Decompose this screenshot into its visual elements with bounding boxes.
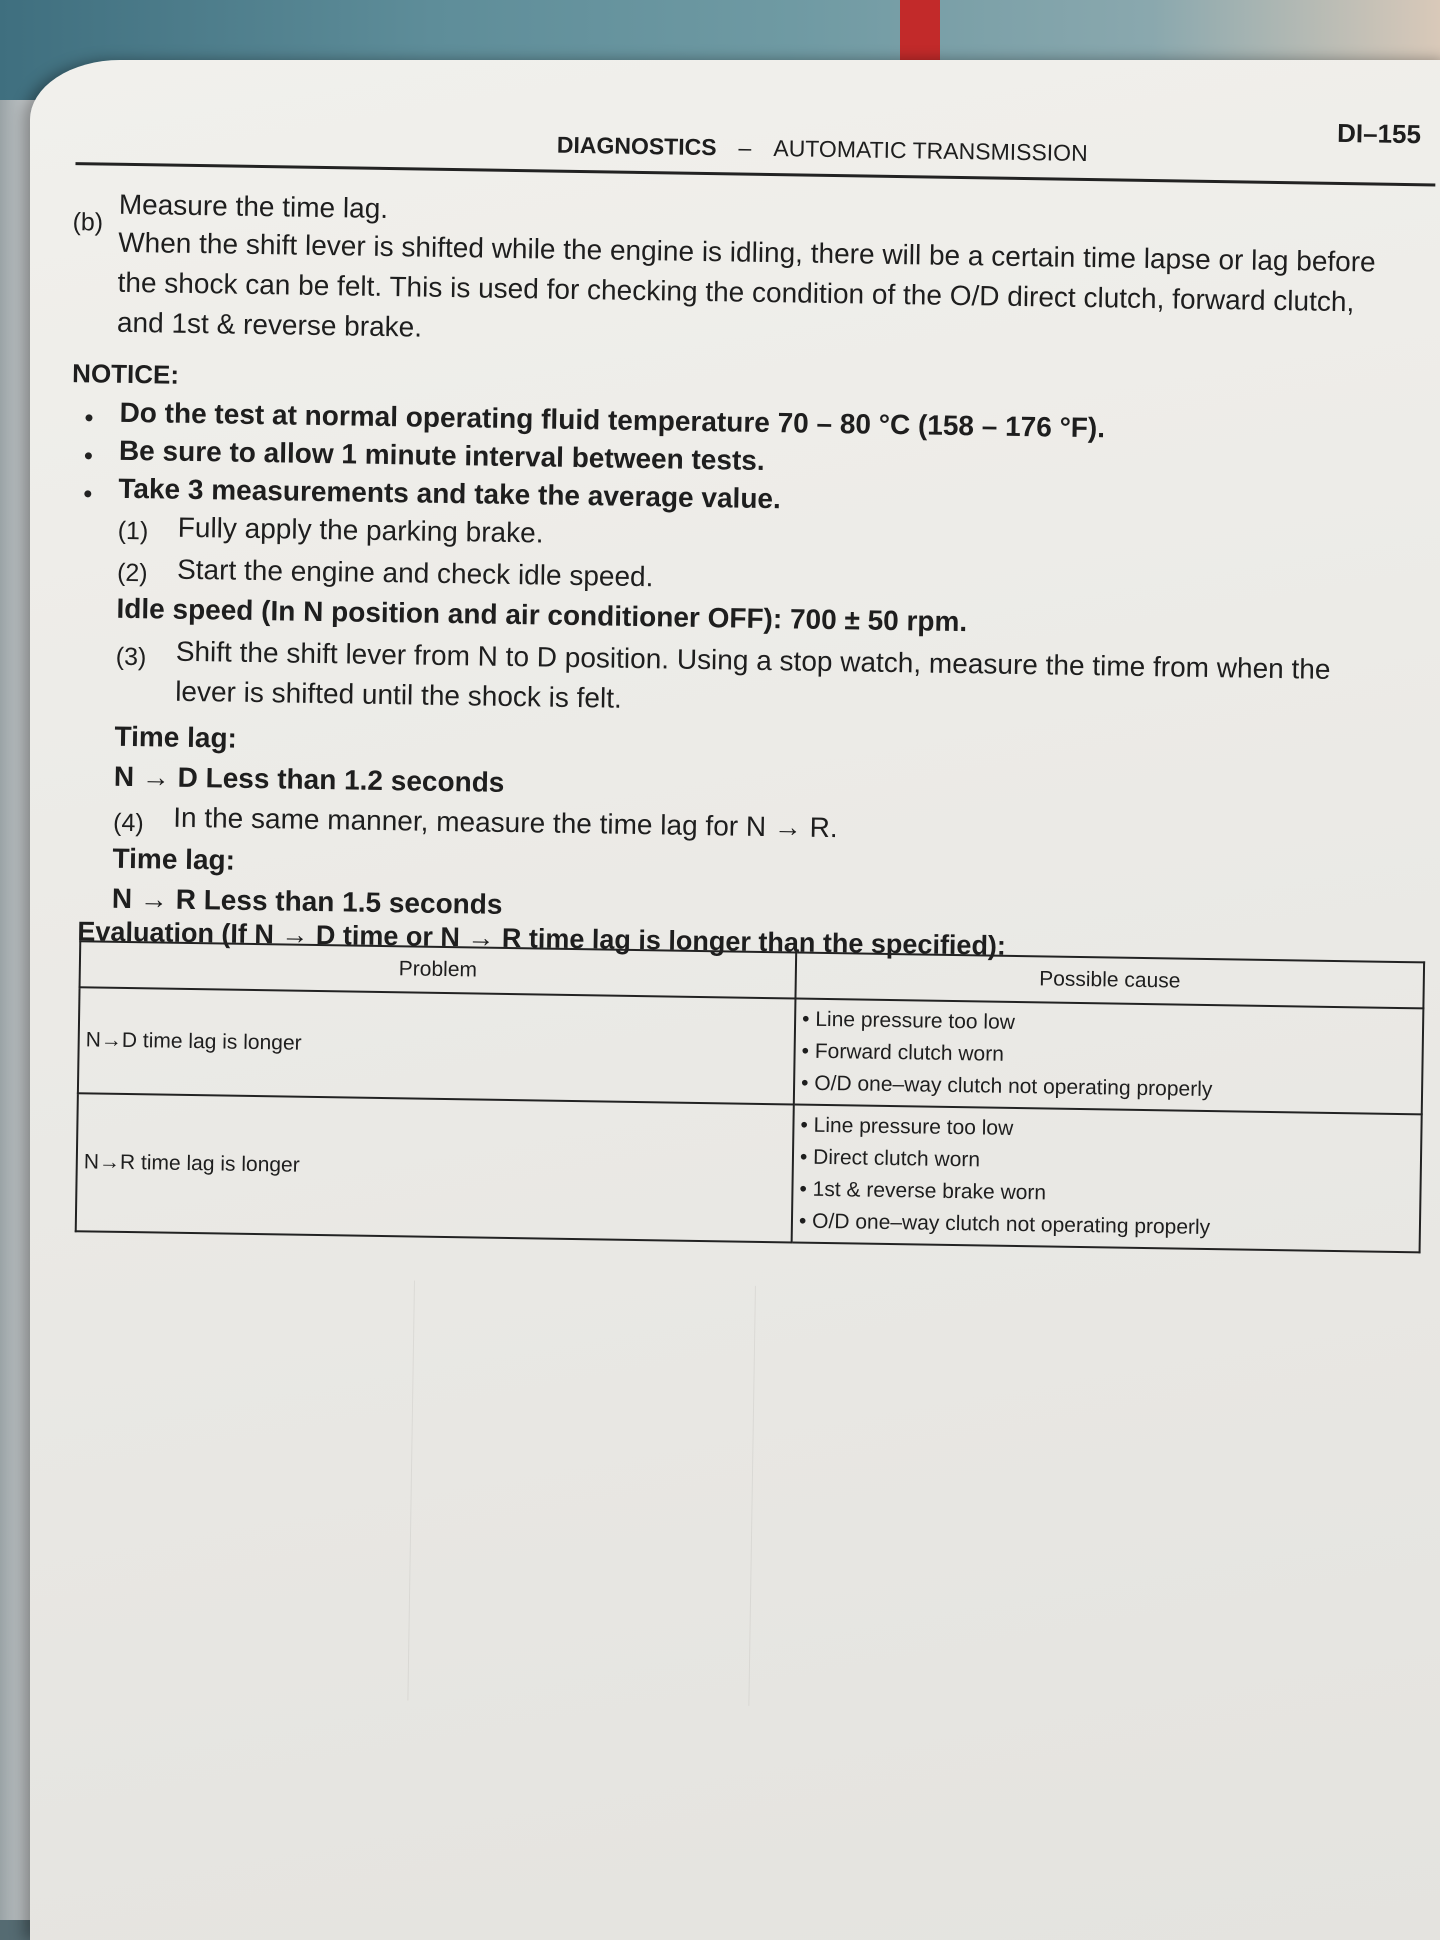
header-subsection: AUTOMATIC TRANSMISSION (773, 135, 1088, 166)
problem-cell: N→D time lag is longer (78, 987, 796, 1104)
bleed-through-shadow (407, 1281, 756, 1706)
nr-time-lag-spec: N → R Less than 1.5 seconds (111, 882, 503, 920)
notice-item-2: Be sure to allow 1 minute interval between tests. (118, 434, 765, 476)
problem-column-header: Problem (80, 941, 797, 998)
step-b-line-1: When the shift lever is shifted while the engine is idling, there will be a certain time lapse or lag before (118, 226, 1376, 278)
notice-bullet-2 (85, 452, 92, 459)
cause-item: • Direct clutch worn (800, 1142, 1414, 1184)
cause-item: • Line pressure too low (802, 1004, 1416, 1046)
step-b-line-3: and 1st & reverse brake. (116, 306, 423, 343)
cause-item: • 1st & reverse brake worn (799, 1174, 1413, 1216)
step-3-number: (3) (115, 642, 147, 672)
time-lag-label-2: Time lag: (112, 842, 236, 876)
cause-item: • Forward clutch worn (801, 1036, 1415, 1078)
notice-item-3: Take 3 measurements and take the average value. (118, 472, 782, 515)
step-3-line-2: lever is shifted until the shock is felt. (174, 675, 623, 714)
step-b-title: Measure the time lag. (118, 188, 389, 225)
cause-item: • O/D one–way clutch not operating properly (799, 1206, 1413, 1248)
table-row (76, 1093, 1422, 1252)
step-3-line-1: Shift the shift lever from N to D position. Using a stop watch, measure the time from when the (175, 635, 1331, 685)
step-b-label: (b) (72, 208, 104, 237)
page-number: DI–155 (1336, 117, 1422, 150)
evaluation-heading: Evaluation (If N → D time or N → R time lag is longer than the specified): (77, 916, 1007, 961)
cause-item: • O/D one–way clutch not operating properly (801, 1068, 1415, 1110)
notice-bullet-1 (85, 414, 92, 421)
table-row (78, 987, 1423, 1114)
running-header (557, 132, 1088, 167)
evaluation-table (75, 940, 1425, 1253)
nd-time-lag-spec: N → D Less than 1.2 seconds (113, 760, 505, 798)
header-rule (75, 162, 1435, 186)
header-section: DIAGNOSTICS (556, 131, 717, 161)
notice-item-1: Do the test at normal operating fluid temperature 70 – 80 °C (158 – 176 °F). (119, 396, 1106, 444)
time-lag-label-1: Time lag: (114, 720, 238, 754)
problem-cell: N→R time lag is longer (76, 1093, 794, 1242)
notice-heading: NOTICE: (71, 358, 180, 390)
header-separator: – (738, 134, 752, 161)
idle-speed-spec: Idle speed (In N position and air conditioner OFF): 700 ± 50 rpm. (116, 592, 968, 638)
notice-bullet-3 (84, 490, 91, 497)
step-1-text: Fully apply the parking brake. (177, 511, 544, 549)
cause-cell (794, 999, 1424, 1115)
step-2-number: (2) (116, 558, 148, 588)
cause-column-header: Possible cause (795, 953, 1424, 1009)
cause-item: • Line pressure too low (800, 1110, 1414, 1152)
step-1-number: (1) (117, 516, 149, 546)
step-4-text: In the same manner, measure the time lag for N → R. (172, 801, 838, 844)
step-4-number: (4) (112, 808, 144, 838)
step-b-line-2: the shock can be felt. This is used for checking the condition of the O/D direct clutch, forward clutch, (117, 266, 1355, 318)
step-2-text: Start the engine and check idle speed. (176, 553, 654, 593)
cause-cell (792, 1104, 1422, 1252)
